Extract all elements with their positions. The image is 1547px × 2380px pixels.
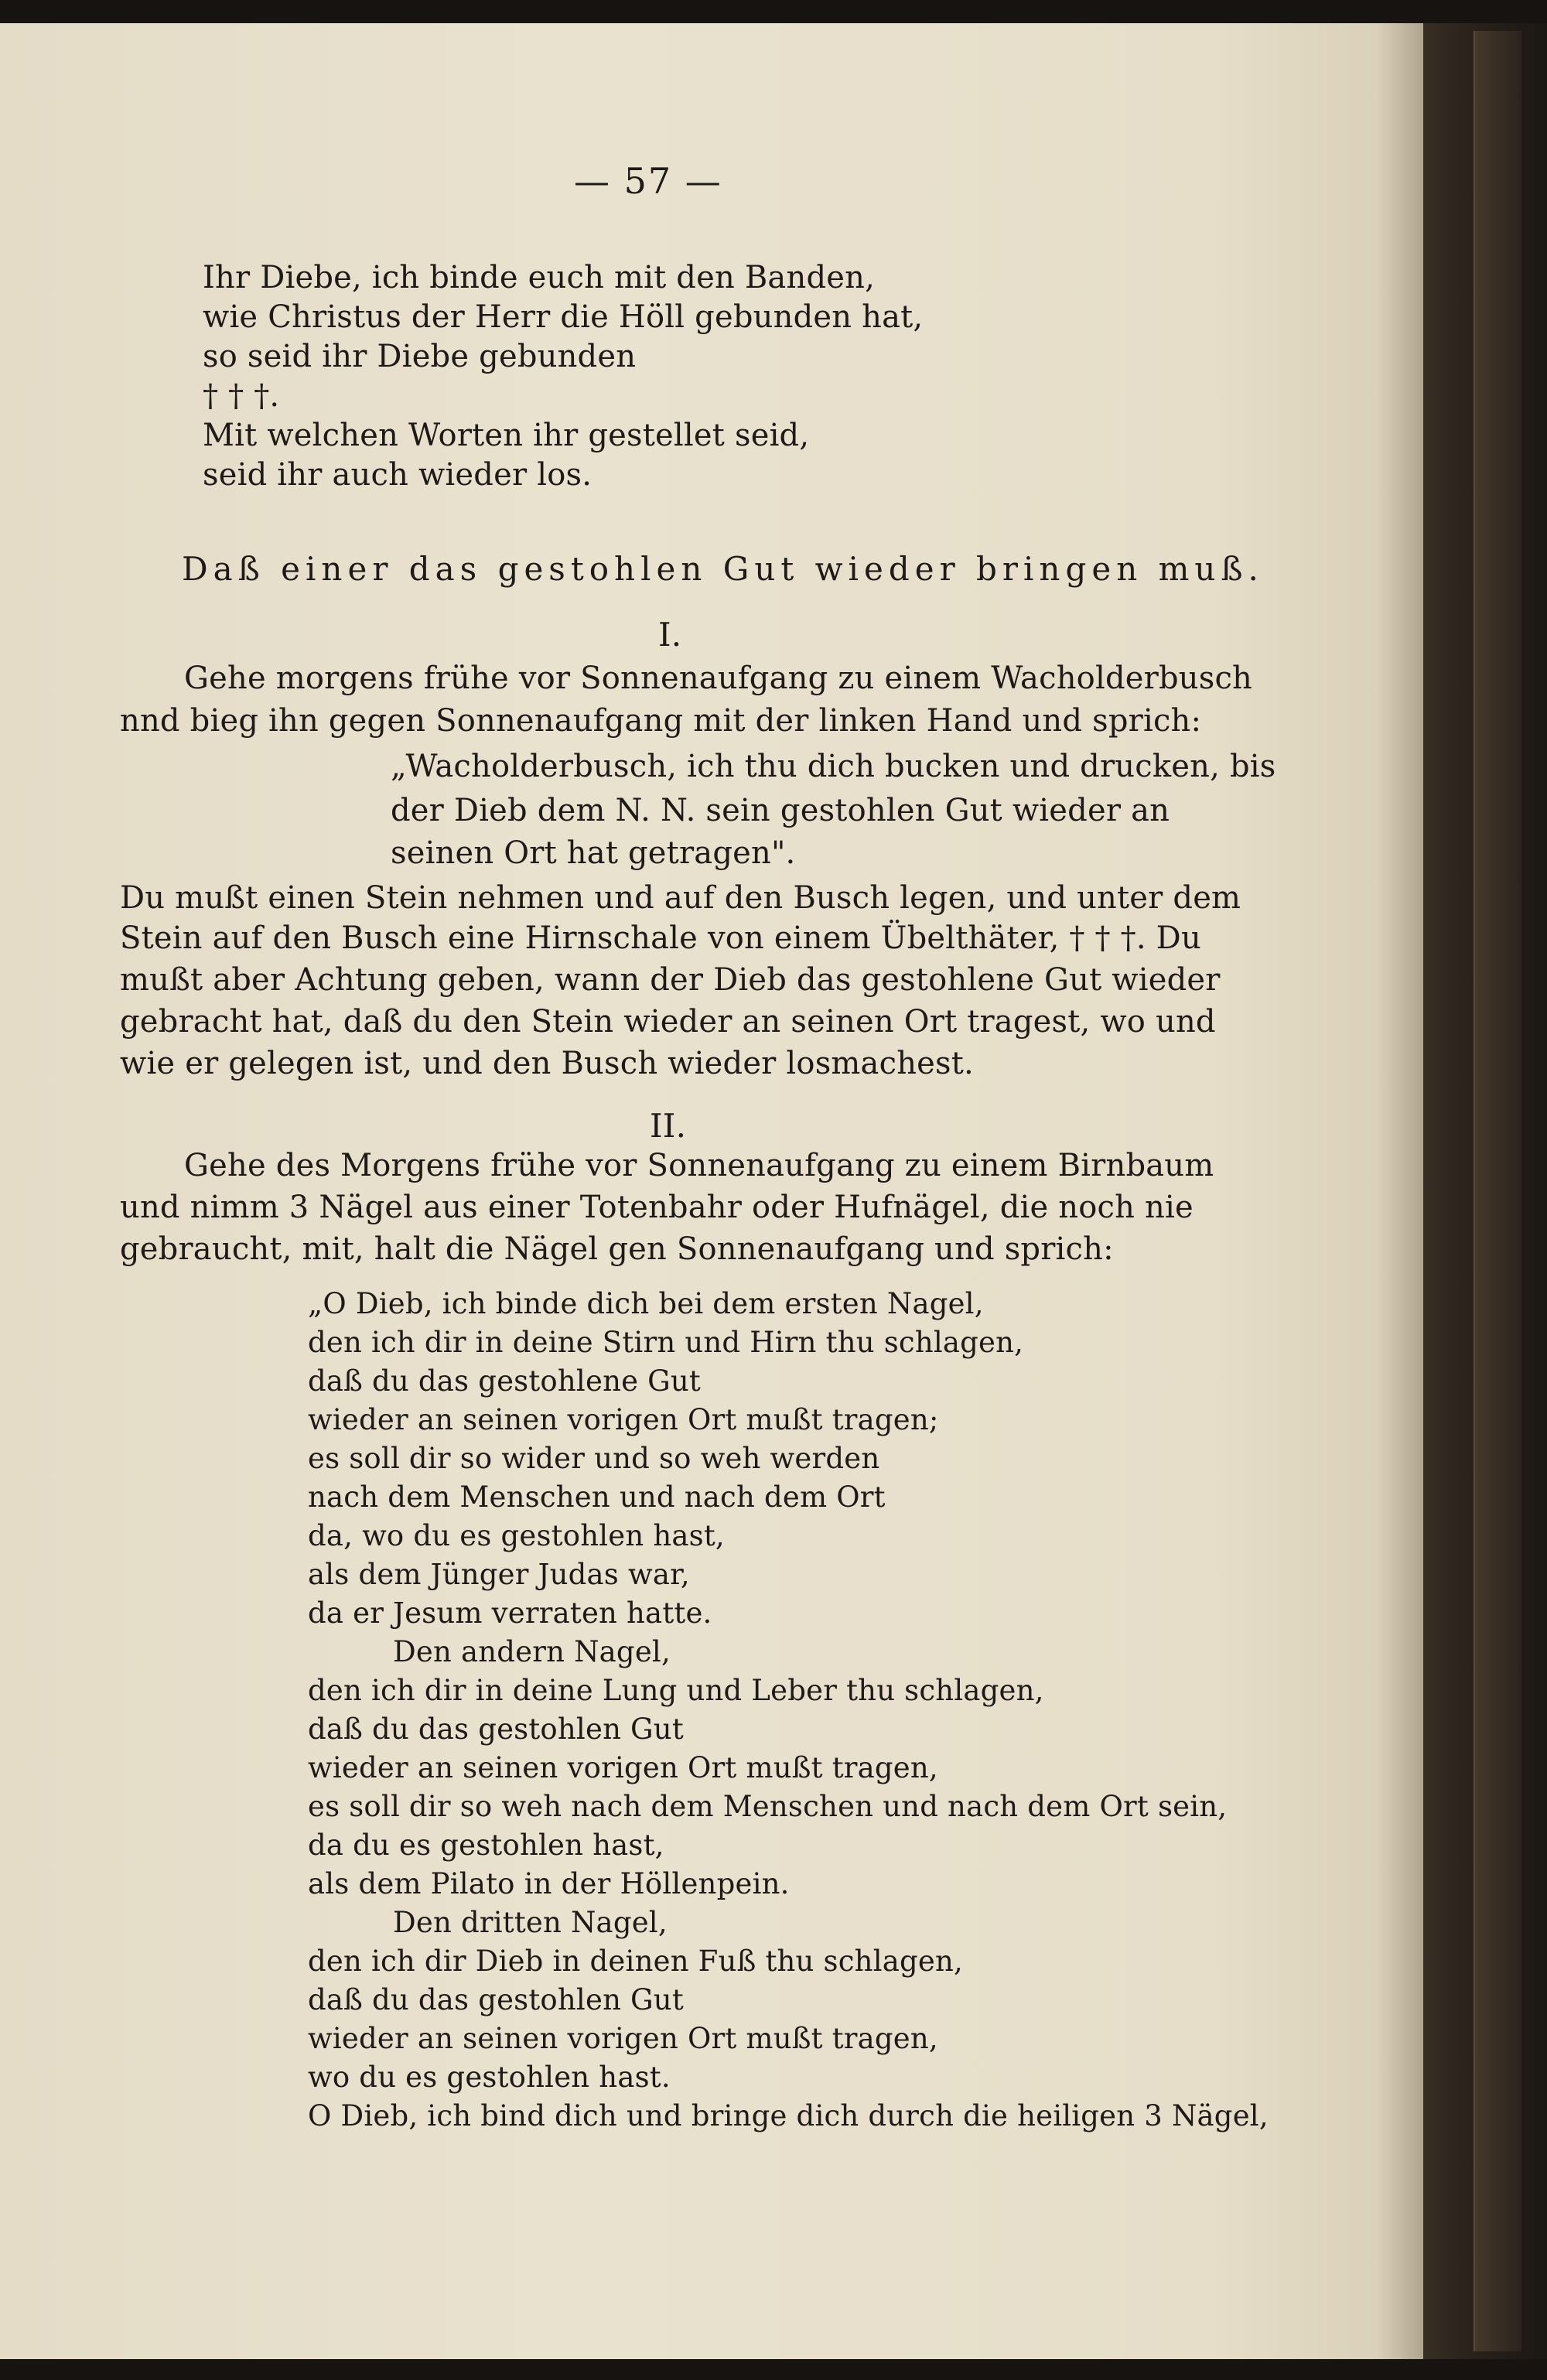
incantation-line: als dem Pilato in der Höllenpein. [308, 1867, 790, 1900]
paragraph-line: Du mußt einen Stein nehmen und auf den Busch legen, und unter dem [120, 880, 1241, 916]
paragraph-line: mußt aber Achtung geben, wann der Dieb das gestohlene Gut wieder [120, 962, 1221, 998]
paragraph-line: Gehe des Morgens frühe vor Sonnenaufgang zu einem Birnbaum [184, 1148, 1214, 1183]
incantation-line: den ich dir Dieb in deinen Fuß thu schlagen, [308, 1945, 963, 1978]
incantation-line: den ich dir in deine Stirn und Hirn thu schlagen, [308, 1326, 1024, 1359]
incantation-line: es soll dir so weh nach dem Menschen und nach dem Ort sein, [308, 1790, 1228, 1823]
incantation-line: daß du das gestohlen Gut [308, 1712, 684, 1746]
incantation-line: Den andern Nagel, [393, 1635, 671, 1668]
verse-line: † † †. [203, 378, 280, 414]
verse-line: wie Christus der Herr die Höll gebunden hat, [203, 299, 924, 335]
incantation-line: nach dem Menschen und nach dem Ort [308, 1480, 886, 1514]
paragraph-line: Gehe morgens frühe vor Sonnenaufgang zu einem Wacholderbusch [184, 661, 1253, 696]
quote-line: seinen Ort hat getragen". [391, 835, 796, 871]
incantation-line: es soll dir so wider und so weh werden [308, 1442, 880, 1475]
incantation-line: wieder an seinen vorigen Ort mußt tragen; [308, 1403, 939, 1436]
section-numeral-two: II. [650, 1107, 687, 1145]
incantation-line: als dem Jünger Judas war, [308, 1558, 690, 1591]
quote-line: der Dieb dem N. N. sein gestohlen Gut wieder an [391, 793, 1170, 828]
incantation-line: da er Jesum verraten hatte. [308, 1596, 712, 1630]
quote-line: „Wacholderbusch, ich thu dich bucken und drucken, bis [391, 749, 1276, 784]
incantation-line: wo du es gestohlen hast. [308, 2061, 671, 2094]
paragraph-line: gebraucht, mit, halt die Nägel gen Sonnenaufgang und sprich: [120, 1231, 1114, 1267]
paragraph-line: gebracht hat, daß du den Stein wieder an seinen Ort tragest, wo und [120, 1004, 1216, 1040]
verse-line: so seid ihr Diebe gebunden [203, 339, 637, 374]
verse-line: Ihr Diebe, ich binde euch mit den Banden, [203, 260, 876, 295]
paragraph-line: wie er gelegen ist, und den Busch wieder losmachest. [120, 1046, 974, 1081]
incantation-line: Den dritten Nagel, [393, 1906, 668, 1939]
incantation-line: wieder an seinen vorigen Ort mußt tragen, [308, 1751, 938, 1784]
verse-line: Mit welchen Worten ihr gestellet seid, [203, 418, 810, 453]
paragraph-line: Stein auf den Busch eine Hirnschale von einem Übelthäter, † † †. Du [120, 920, 1201, 956]
incantation-line: „O Dieb, ich binde dich bei dem ersten Nagel, [308, 1287, 984, 1320]
paragraph-line: nnd bieg ihn gegen Sonnenaufgang mit der linken Hand und sprich: [120, 703, 1202, 739]
section-heading: Daß einer das gestohlen Gut wieder bringen muß. [182, 550, 1264, 588]
incantation-line: den ich dir in deine Lung und Leber thu schlagen, [308, 1674, 1044, 1707]
page-number: — 57 — [574, 160, 722, 202]
incantation-line: daß du das gestohlen Gut [308, 1983, 684, 2016]
section-numeral-one: I. [658, 616, 682, 654]
verse-line: seid ihr auch wieder los. [203, 457, 593, 493]
paragraph-line: und nimm 3 Nägel aus einer Totenbahr oder Hufnägel, die noch nie [120, 1190, 1194, 1225]
incantation-line: wieder an seinen vorigen Ort mußt tragen, [308, 2022, 938, 2055]
incantation-line: da, wo du es gestohlen hast, [308, 1519, 725, 1552]
incantation-line: O Dieb, ich bind dich und bringe dich durch die heiligen 3 Nägel, [308, 2099, 1269, 2132]
book-cover-strip [1474, 31, 1521, 2351]
incantation-line: da du es gestohlen hast, [308, 1829, 664, 1862]
incantation-line: daß du das gestohlene Gut [308, 1364, 702, 1398]
